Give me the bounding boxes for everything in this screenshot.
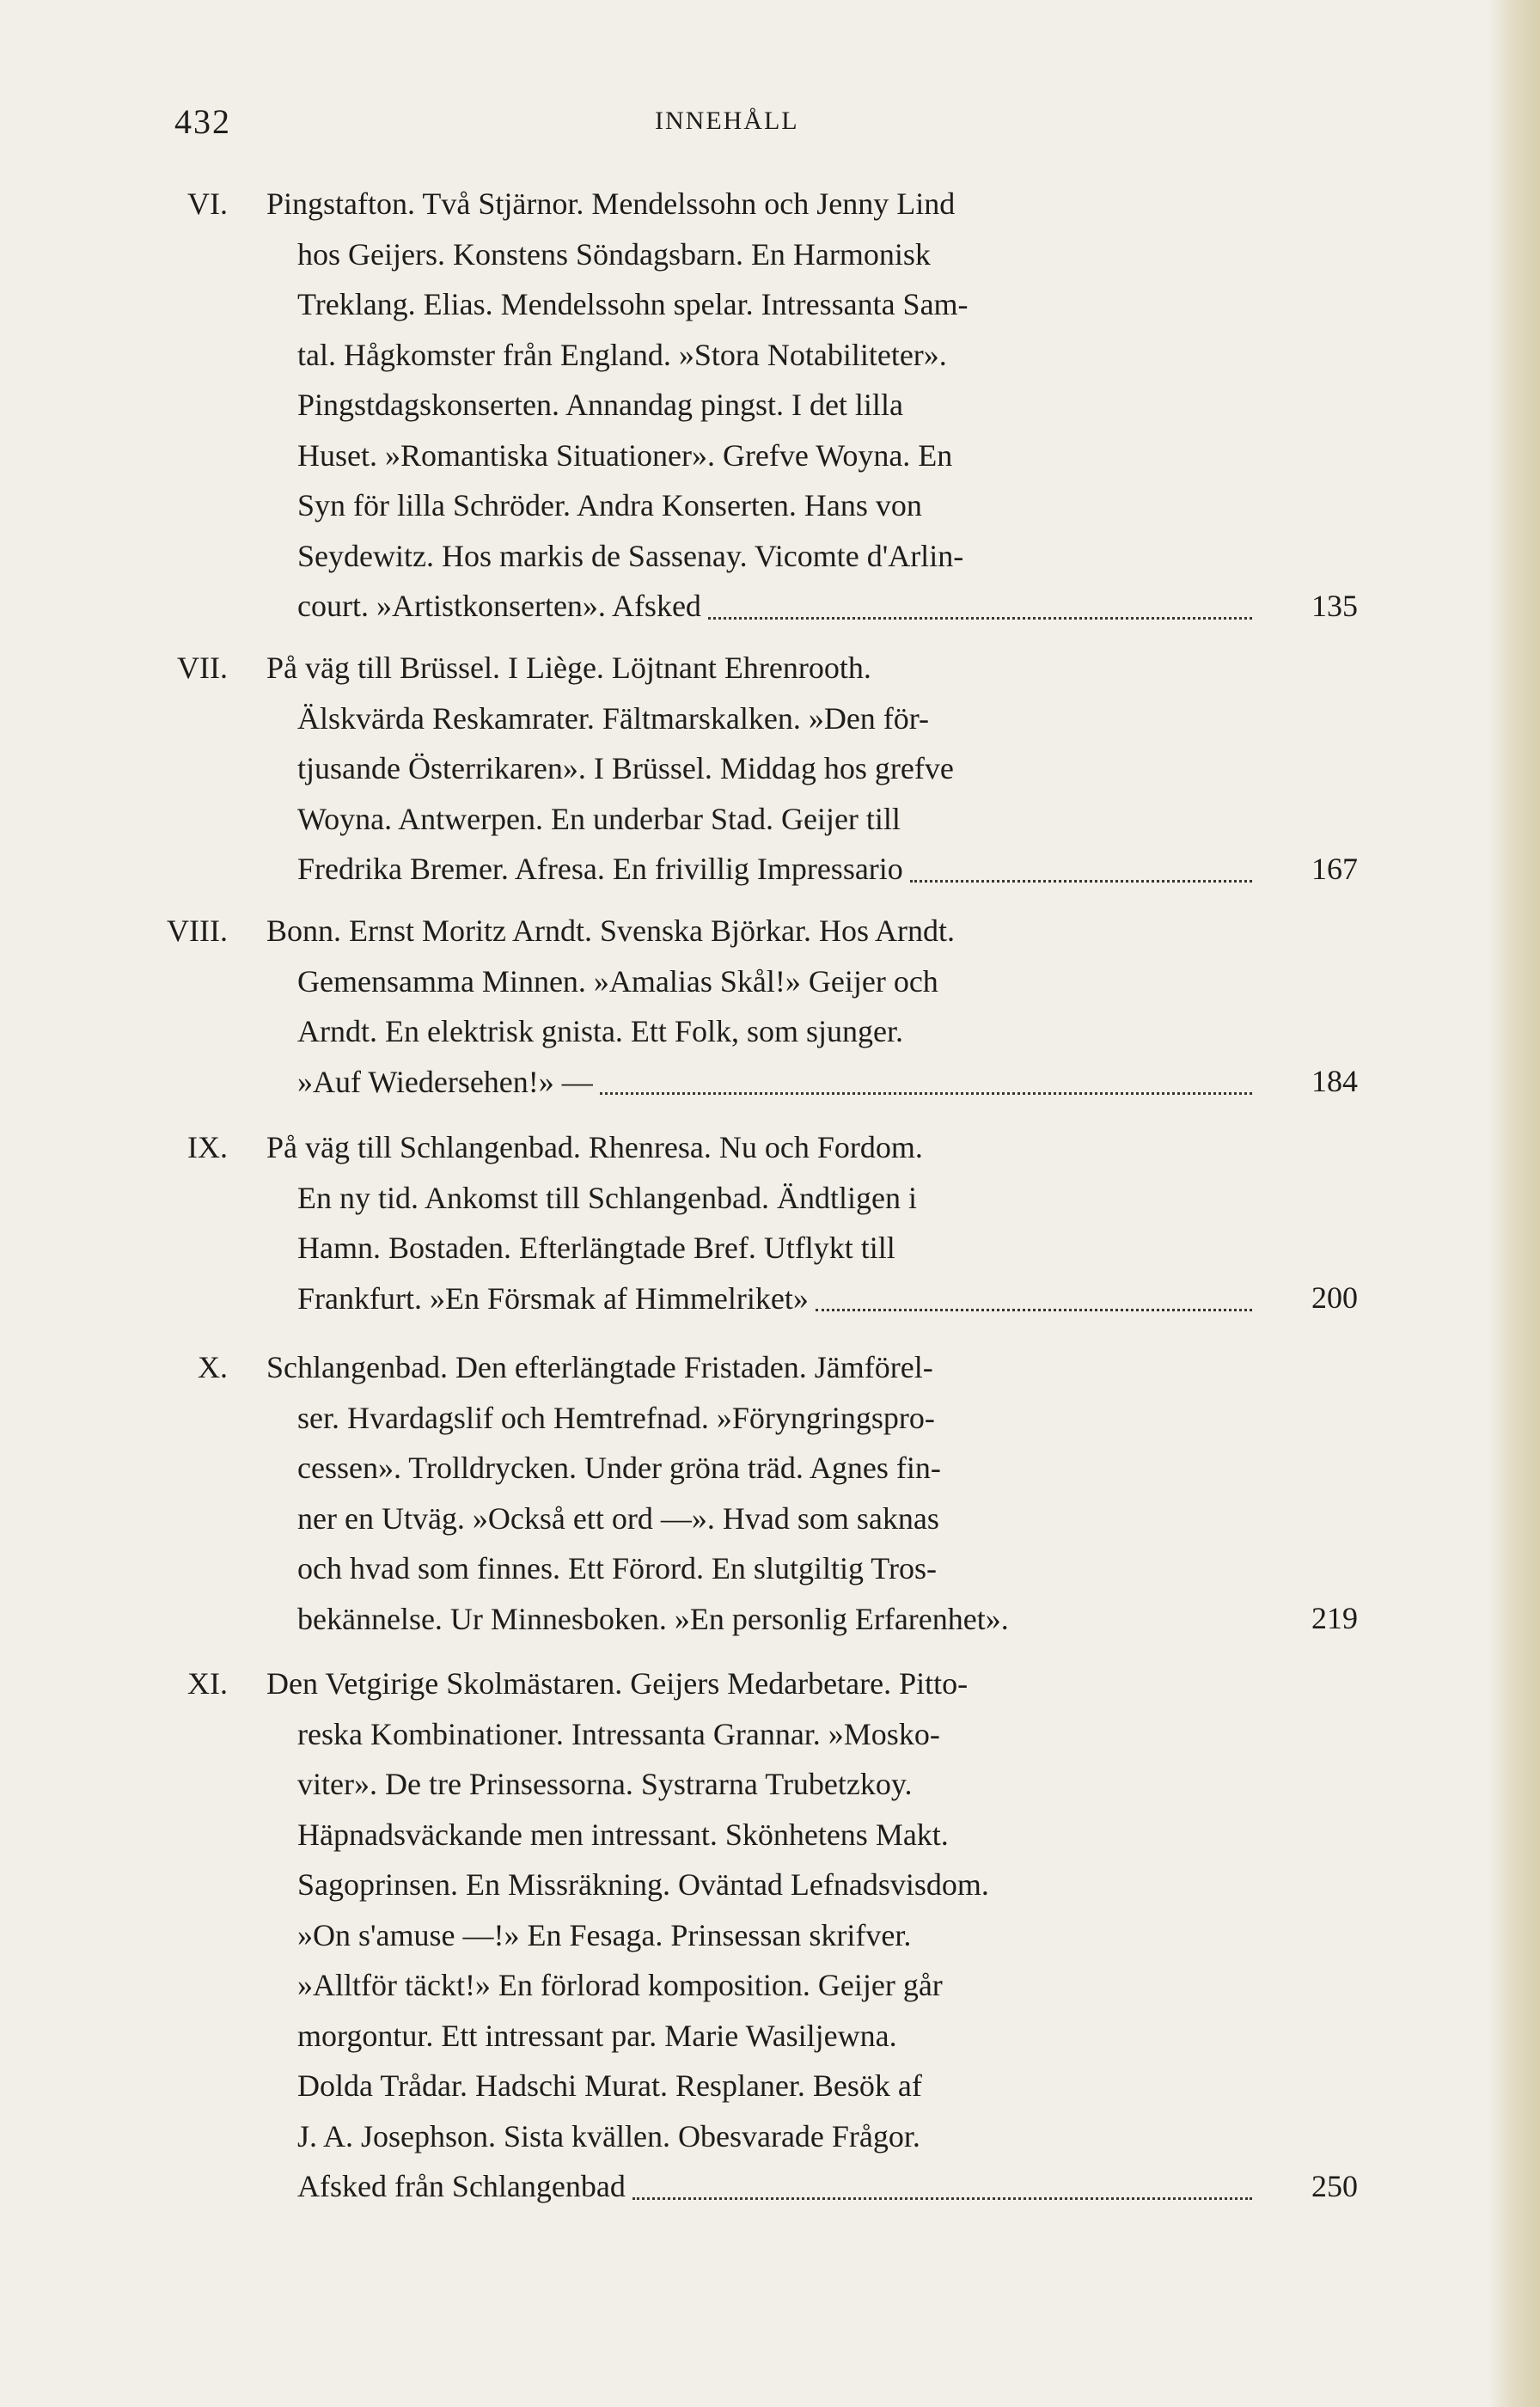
page-edge-shading: [1488, 0, 1540, 2407]
summary-line: Älskvärda Reskamrater. Fältmarskalken. »Den för-: [297, 700, 930, 736]
chapter-numeral: VI.: [187, 186, 228, 221]
dot-leader: [632, 2197, 1252, 2200]
summary-last-line: [266, 1594, 1259, 1645]
summary-last-line: [266, 1057, 1259, 1108]
summary-line: Den Vetgirige Skolmästaren. Geijers Medarbetare. Pitto-: [266, 1666, 969, 1701]
summary-line: Afsked från Schlangenbad: [297, 2169, 626, 2203]
chapter-numeral: X.: [198, 1350, 228, 1384]
summary-line: viter». De tre Prinsessorna. Systrarna Trubetzkoy.: [297, 1767, 913, 1801]
page-reference: 167: [1311, 852, 1358, 886]
chapter-summary: [266, 906, 1259, 1107]
summary-line: Dolda Trådar. Hadschi Murat. Resplaner. Besök af: [297, 2068, 922, 2103]
summary-line: tal. Hågkomster från England. »Stora Notabiliteter».: [297, 337, 947, 372]
summary-last-line: [266, 1274, 1259, 1324]
summary-line: och hvad som finnes. Ett Förord. En slutgiltig Tros-: [297, 1551, 938, 1585]
chapter-summary: [266, 179, 1259, 632]
chapter-numeral: VIII.: [167, 913, 228, 948]
page-header: [0, 101, 1540, 153]
summary-line: Fredrika Bremer. Afresa. En frivillig Impressario: [297, 852, 903, 886]
dot-leader: [708, 617, 1252, 620]
summary-line: bekännelse. Ur Minnesboken. »En personlig Erfarenhet».: [297, 1601, 1009, 1636]
summary-line: På väg till Brüssel. I Liège. Löjtnant Ehrenrooth.: [266, 651, 871, 685]
page-reference: 184: [1311, 1064, 1358, 1098]
summary-line: cessen». Trolldrycken. Under gröna träd. Agnes fin-: [297, 1451, 941, 1485]
chapter-numeral: XI.: [187, 1666, 228, 1701]
summary-line: »Alltför täckt!» En förlorad komposition. Geijer går: [297, 1968, 943, 2002]
summary-line: Pingstdagskonserten. Annandag pingst. I det lilla: [297, 388, 903, 422]
summary-line: Hamn. Bostaden. Efterlängtade Bref. Utflykt till: [297, 1231, 895, 1265]
summary-line: Seydewitz. Hos markis de Sassenay. Vicomte d'Arlin-: [297, 538, 964, 573]
summary-line: Frankfurt. »En Försmak af Himmelriket»: [297, 1280, 809, 1316]
dot-leader: [816, 1309, 1252, 1311]
summary-line: court. »Artistkonserten». Afsked: [297, 589, 701, 623]
summary-last-line: [266, 844, 1259, 895]
running-title: INNEHÅLL: [655, 107, 799, 135]
page-reference: 219: [1311, 1601, 1358, 1635]
summary-line: Arndt. En elektrisk gnista. Ett Folk, som sjunger.: [297, 1014, 903, 1048]
chapter-summary: [266, 1659, 1259, 2212]
summary-line: Huset. »Romantiska Situationer». Grefve Woyna. En: [297, 437, 953, 473]
summary-line: Gemensamma Minnen. »Amalias Skål!» Geijer och: [297, 963, 938, 999]
summary-line: Treklang. Elias. Mendelssohn spelar. Intressanta Sam-: [297, 287, 969, 321]
page-reference: 135: [1311, 589, 1358, 623]
summary-line: J. A. Josephson. Sista kvällen. Obesvarade Frågor.: [297, 2118, 920, 2153]
summary-line: Woyna. Antwerpen. En underbar Stad. Geijer till: [297, 801, 901, 836]
summary-line: En ny tid. Ankomst till Schlangenbad. Ändtligen i: [297, 1180, 917, 1215]
summary-line: Pingstafton. Två Stjärnor. Mendelssohn och Jenny Lind: [266, 186, 956, 221]
summary-line: Schlangenbad. Den efterlängtade Fristaden. Jämförel-: [266, 1350, 933, 1384]
chapter-numeral: VII.: [177, 651, 228, 685]
summary-last-line: [266, 581, 1259, 632]
chapter-summary: [266, 643, 1259, 895]
summary-line: På väg till Schlangenbad. Rhenresa. Nu och Fordom.: [266, 1130, 923, 1164]
summary-line: tjusande Österrikaren». I Brüssel. Middag hos grefve: [297, 751, 954, 785]
summary-line: Syn för lilla Schröder. Andra Konserten. Hans von: [297, 488, 922, 522]
summary-line: reska Kombinationer. Intressanta Grannar. »Mosko-: [297, 1716, 940, 1751]
summary-line: Sagoprinsen. En Missräkning. Oväntad Lefnadsvisdom.: [297, 1867, 989, 1902]
page-reference: 200: [1311, 1280, 1358, 1315]
chapter-numeral: IX.: [187, 1130, 228, 1164]
page-number: 432: [174, 102, 231, 141]
page-reference: 250: [1311, 2169, 1358, 2203]
summary-line: morgontur. Ett intressant par. Marie Wasiljewna.: [297, 2018, 897, 2053]
summary-line: ser. Hvardagslif och Hemtrefnad. »Föryngringspro-: [297, 1400, 935, 1435]
summary-line: hos Geijers. Konstens Söndagsbarn. En Harmonisk: [297, 236, 931, 272]
dot-leader: [600, 1092, 1252, 1095]
summary-line: »On s'amuse —!» En Fesaga. Prinsessan skrifver.: [297, 1917, 912, 1952]
dot-leader: [910, 880, 1252, 883]
chapter-summary: [266, 1122, 1259, 1323]
summary-line: Häpnadsväckande men intressant. Skönhetens Makt.: [297, 1817, 949, 1852]
summary-line: Bonn. Ernst Moritz Arndt. Svenska Björkar. Hos Arndt.: [266, 913, 955, 948]
summary-last-line: [266, 2161, 1259, 2212]
summary-line: ner en Utväg. »Också ett ord —». Hvad som saknas: [297, 1500, 939, 1536]
summary-line: »Auf Wiedersehen!» —: [297, 1064, 593, 1099]
chapter-summary: [266, 1342, 1259, 1644]
